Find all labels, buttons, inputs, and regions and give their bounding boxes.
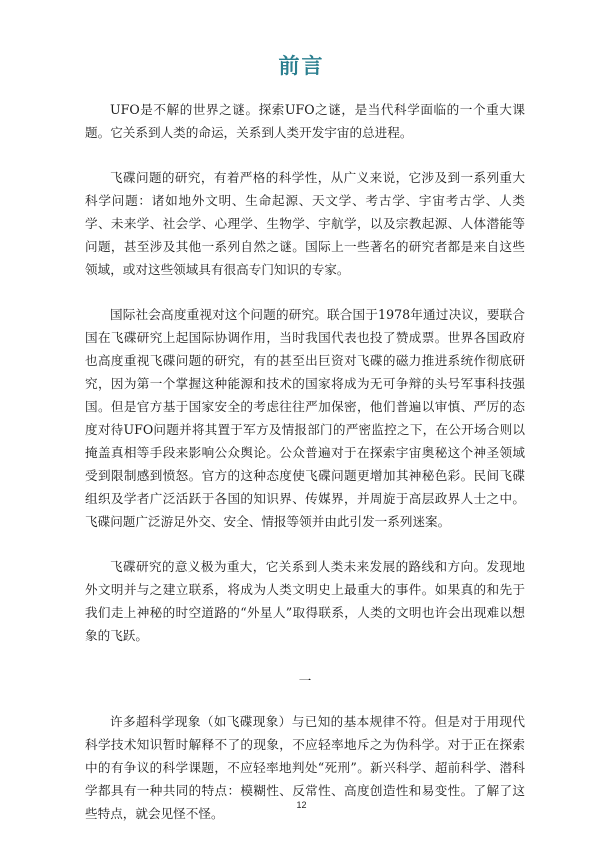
paragraph: 许多超科学现象（如飞碟现象）与已知的基本规律不符。但是对于用现代科学技术知识暂时解释不了的现象，不应轻率地斥之为伪科学。对于正在探索中的有争议的科学课题，不应轻率地判处“死刑”。新兴科学、超前科学、潜科学都具有一种共同的特点：模糊性、反常性、高度创造性和易变性。了解了这些特点，就会见怪不怪。 — [85, 714, 525, 821]
page-title: 前言 — [278, 53, 325, 78]
body-text — [85, 98, 525, 847]
paragraph: 飞碟研究的意义极为重大，它关系到人类未来发展的路线和方向。发现地外文明并与之建立联系，将成为人类文明史上最重大的事件。如果真的和先于我们走上神秘的时空道路的“外星人”取得联系，人类的文明也许会出现难以想象的飞跃。 — [85, 559, 525, 643]
paragraph: 飞碟问题的研究，有着严格的科学性，从广义来说，它涉及到一系列重大科学问题：诸如地外文明、生命起源、天文学、考古学、宇宙考古学、人类学、未来学、社会学、心理学、生物学、宇航学，以及宗教起源、人体潜能等问题，甚至涉及其他一系列自然之谜。国际上一些著名的研究者都是来自这些领域，或对这些领域具有很高专门知识的专家。 — [85, 170, 525, 277]
paragraph: UFO是不解的世界之谜。探索UFO之谜，是当代科学面临的一个重大课题。它关系到人类的命运，关系到人类开发宇宙的总进程。 — [85, 102, 525, 140]
page-number: 12 — [296, 800, 307, 810]
section-number: 一 — [298, 673, 312, 688]
paragraph: 国际社会高度重视对这个问题的研究。联合国于1978年通过决议，要联合国在飞碟研究上起国际协调作用，当时我国代表也投了赞成票。世界各国政府也高度重视飞碟问题的研究，有的甚至出巨资对飞碟的磁力推进系统作彻底研究，因为第一个掌握这种能源和技术的国家将成为无可争辩的头号军事科技强国。但是官方基于国家安全的考虑往往严加保密，他们普遍以审慎、严厉的态度对待UFO问题并将其置于军方及情报部门的严密监控之下，在公开场合则以掩盖真相等手段来影响公众舆论。公众普遍对于在探索宇宙奥秘这个神圣领域受到限制感到愤怒。官方的这种态度使飞碟问题更增加其神秘色彩。民间飞碟组织及学者广泛活跃于各国的知识界、传媒界，并周旋于高层政界人士之中。飞碟问题广泛游足外交、安全、情报等领并由此引发一系列迷案。 — [85, 307, 525, 529]
